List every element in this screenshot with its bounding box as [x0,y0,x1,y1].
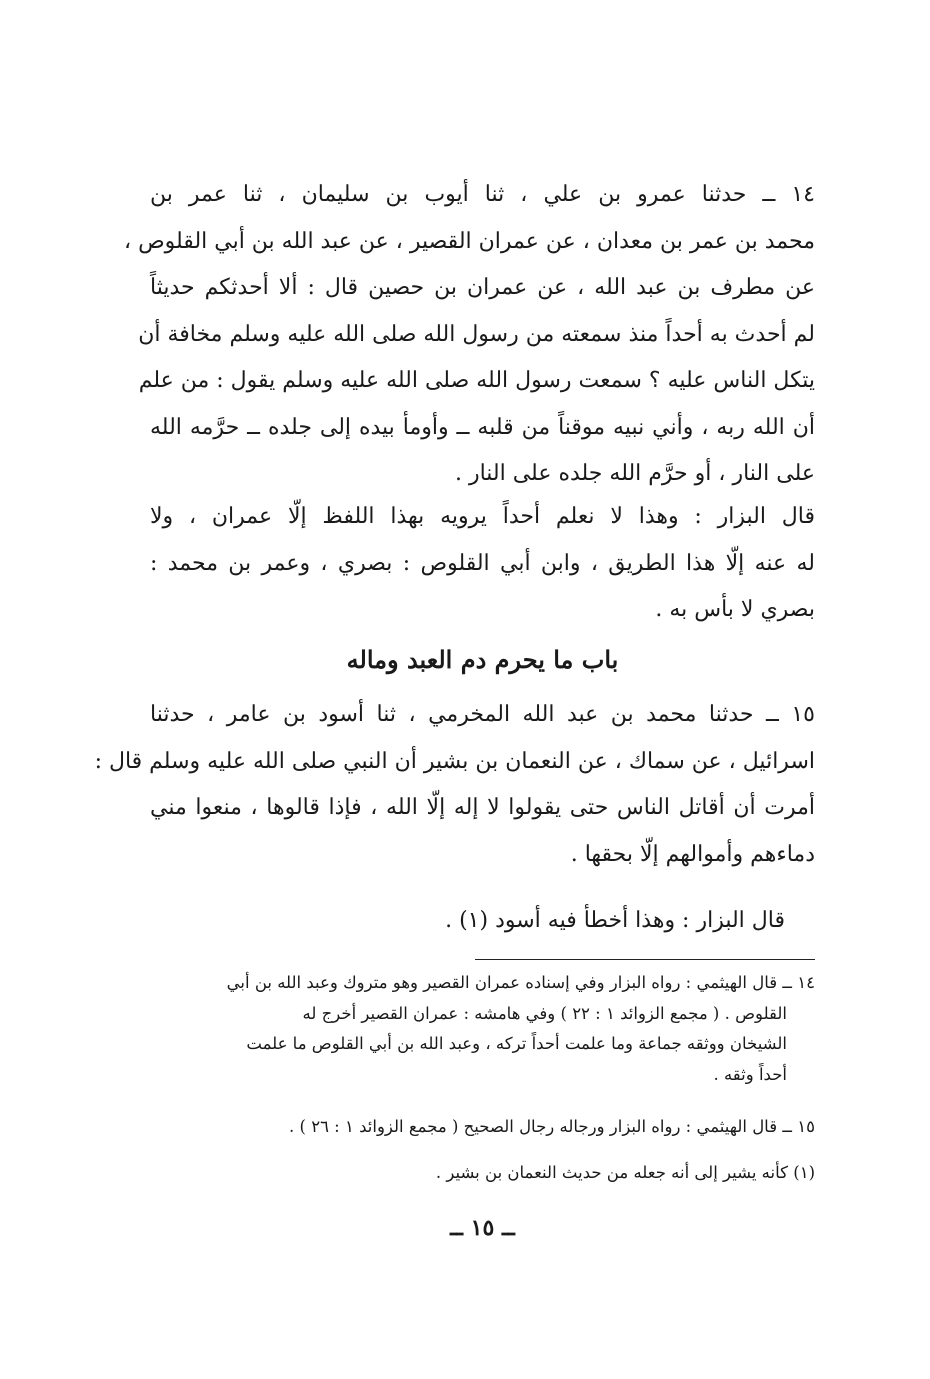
text-line: قال البزار : وهذا أخطأ فيه أسود (١) . [445,908,785,933]
footnote-1 [175,1158,815,1189]
bazzar-note-15 [150,898,815,945]
text-line: ١٥ ــ حدثنا محمد بن عبد الله المخرمي ، ثنا أسود بن عامر ، حدثنا [150,702,815,727]
text-line: عن مطرف بن عبد الله ، عن عمران بن حصين قال : ألا أحدثكم حديثاً [150,275,815,300]
hadith-15 [94,692,815,878]
footnote-line: ١٥ ــ قال الهيثمي : رواه البزار ورجاله رجال الصحيح ( مجمع الزوائد ١ : ٢٦ ) . [289,1117,815,1136]
footnote-line: أحداً وثقه . [713,1064,787,1084]
text-line: أن الله ربه ، وأني نبيه موقناً من قلبه ــ وأومأ بيده إلى جلده ــ حرَّمه الله [150,414,815,440]
text-line: يتكل الناس عليه ؟ سمعت رسول الله صلى الله عليه وسلم يقول : من علم [138,368,815,393]
footnote-line: ١٤ ــ قال الهيثمي : رواه البزار وفي إسناده عمران القصير وهو متروك وعبد الله بن أبي [226,973,815,992]
text-line: على النار ، أو حرَّم الله جلده على النار . [454,461,815,486]
footnote-line: (١) كأنه يشير إلى أنه جعله من حديث النعمان بن بشير . [435,1163,815,1182]
chapter-title: باب ما يحرم دم العبد وماله [346,645,619,674]
text-line: دماءهم وأموالهم إلّا بحقها . [570,841,815,867]
text-line: بصري لا بأس به . [655,597,815,622]
hadith-14 [123,172,815,498]
text-line: لم أحدث به أحداً منذ سمعته من رسول الله صلى الله عليه وسلم مخافة أن [138,321,815,347]
footnote-line: الشيخان ووثقه جماعة وما علمت أحداً تركه ، وعبد الله بن أبي القلوص ما علمت [246,1034,787,1053]
text-line: اسرائيل ، عن سماك ، عن النعمان بن بشير أن النبي صلى الله عليه وسلم قال : [94,748,815,774]
footnote-divider [475,959,815,960]
text-line: ١٤ ــ حدثنا عمرو بن علي ، ثنا أيوب بن سليمان ، ثنا عمر بن [150,182,815,207]
text-line: أمرت أن أقاتل الناس حتى يقولوا لا إله إلّا الله ، فإذا قالوها ، منعوا مني [150,795,815,820]
text-line: محمد بن عمر بن معدان ، عن عمران القصير ، عن عبد الله بن أبي القلوص ، [123,228,815,254]
page-number: ــ ١٥ ــ [450,1215,515,1241]
text-line: قال البزار : وهذا لا نعلم أحداً يرويه بهذا اللفظ إلّا عمران ، ولا [150,504,815,529]
text-line: له عنه إلّا هذا الطريق ، وابن أبي القلوص : بصري ، وعمر بن محمد : [150,550,815,576]
footnote-15 [175,1112,815,1143]
bazzar-note-14 [150,494,815,634]
footnote-line: القلوص . ( مجمع الزوائد ١ : ٢٢ ) وفي هامشه : عمران القصير أخرج له [302,1003,787,1023]
footnote-14 [175,968,815,1090]
